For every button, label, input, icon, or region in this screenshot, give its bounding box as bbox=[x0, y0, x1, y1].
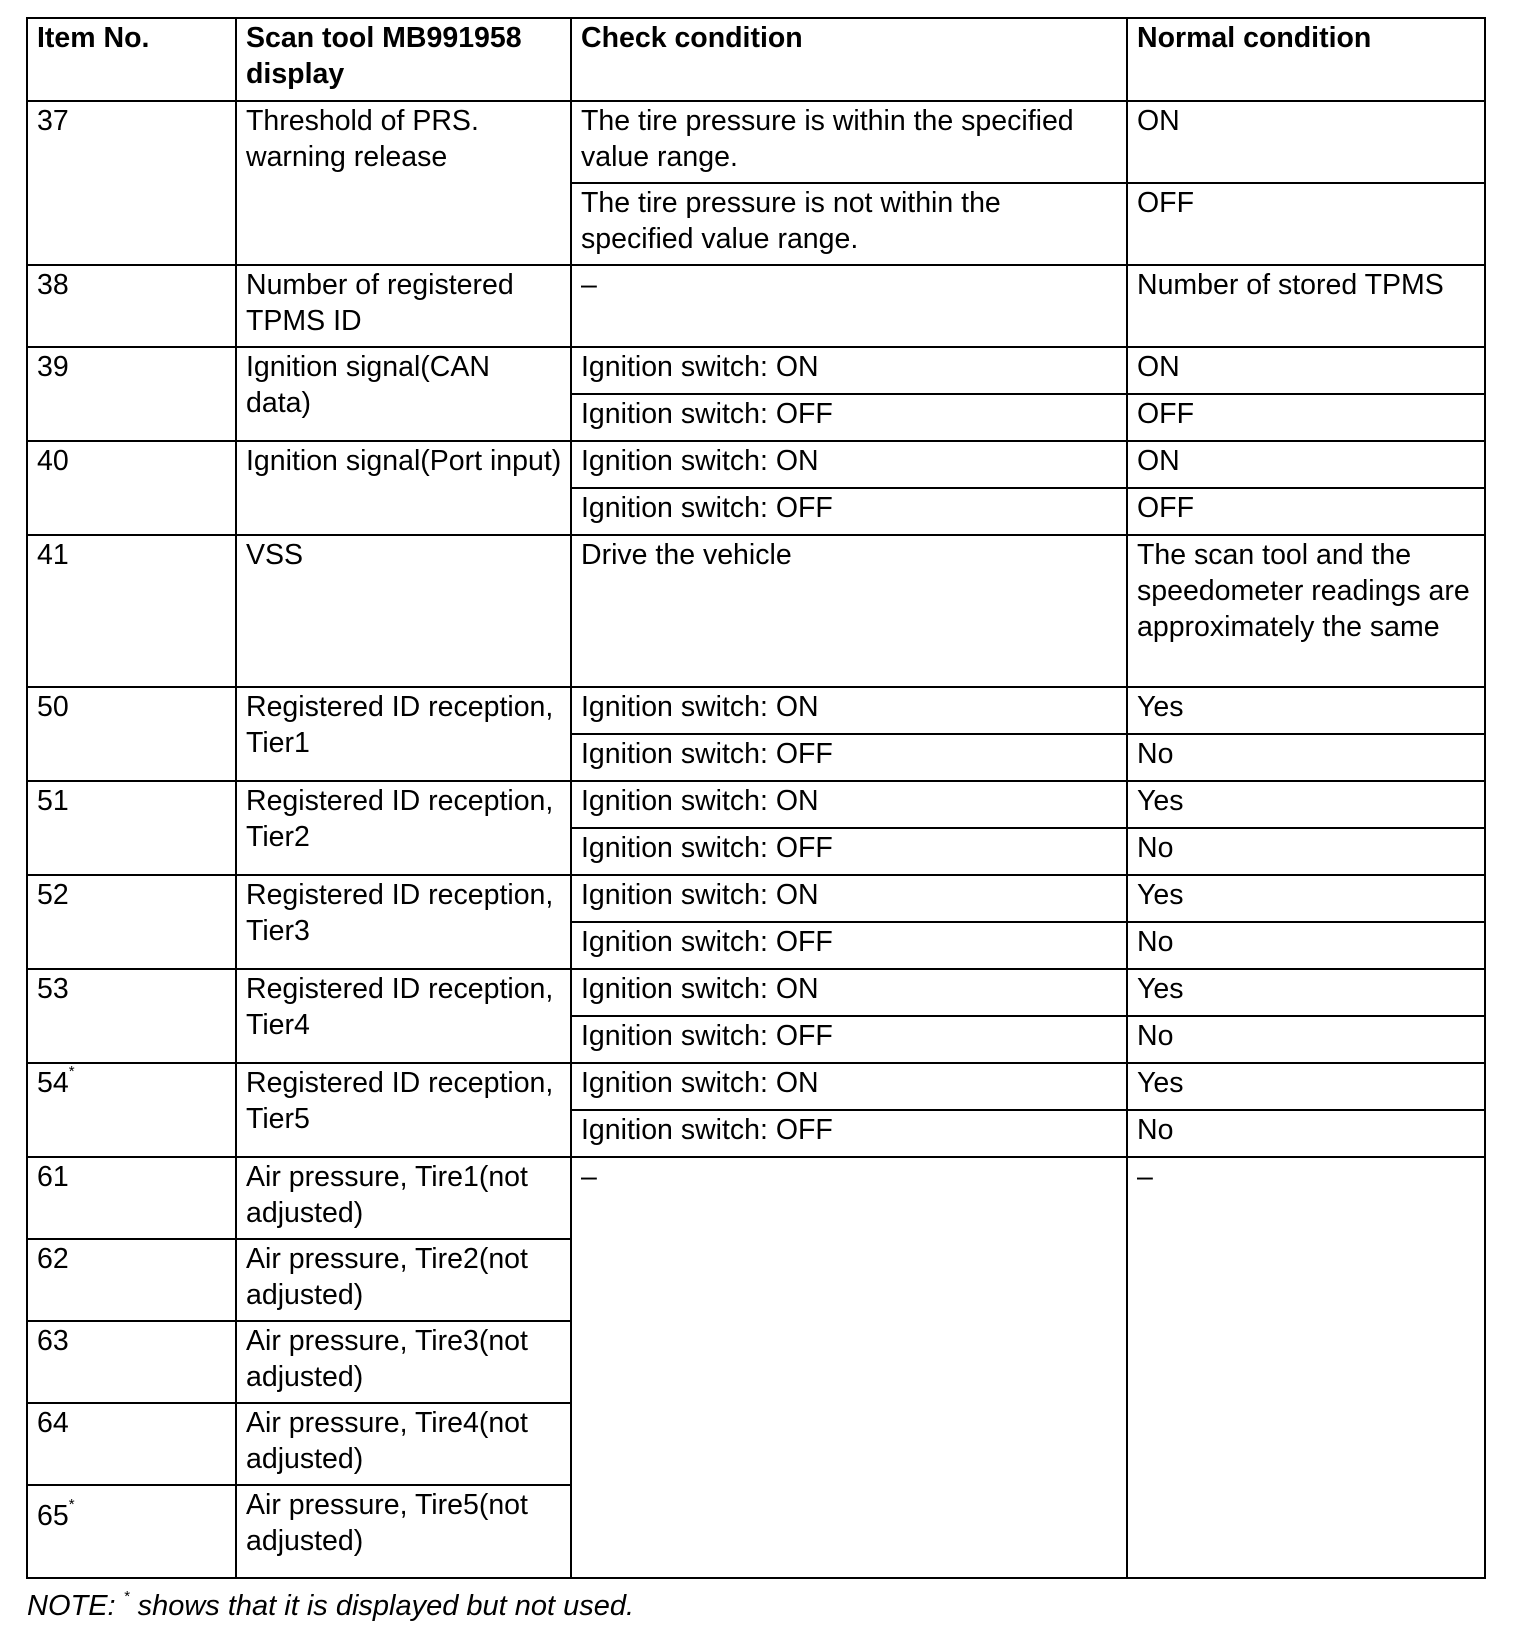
table-row bbox=[27, 687, 1485, 734]
check-condition: – bbox=[571, 265, 1127, 347]
display-name: Air pressure, Tire1(not adjusted) bbox=[236, 1157, 571, 1239]
note-mark: * bbox=[123, 1588, 130, 1605]
footnote-mark: * bbox=[68, 1063, 75, 1080]
item-number: 62 bbox=[27, 1239, 236, 1321]
check-condition: The tire pressure is within the specified value range. bbox=[571, 101, 1127, 183]
normal-condition: Yes bbox=[1127, 1063, 1485, 1110]
check-condition: Ignition switch: OFF bbox=[571, 394, 1127, 441]
normal-condition: – bbox=[1127, 1157, 1485, 1578]
check-condition: Ignition switch: OFF bbox=[571, 734, 1127, 781]
normal-condition: The scan tool and the speedometer readings are approximately the same bbox=[1127, 535, 1485, 687]
check-condition: Ignition switch: OFF bbox=[571, 1110, 1127, 1157]
normal-condition: OFF bbox=[1127, 488, 1485, 535]
item-number: 64 bbox=[27, 1403, 236, 1485]
check-condition: Ignition switch: ON bbox=[571, 441, 1127, 488]
item-number: 38 bbox=[27, 265, 236, 347]
item-number: 39 bbox=[27, 347, 236, 441]
check-condition: Ignition switch: ON bbox=[571, 875, 1127, 922]
normal-condition: Yes bbox=[1127, 969, 1485, 1016]
check-condition: Drive the vehicle bbox=[571, 535, 1127, 687]
check-condition: Ignition switch: ON bbox=[571, 969, 1127, 1016]
footnote-mark: * bbox=[68, 1496, 75, 1513]
display-name: Registered ID reception, Tier1 bbox=[236, 687, 571, 781]
header-check-condition: Check condition bbox=[571, 18, 1127, 101]
item-number: 51 bbox=[27, 781, 236, 875]
header-scan-tool-display: Scan tool MB991958 display bbox=[236, 18, 571, 101]
check-condition: Ignition switch: ON bbox=[571, 347, 1127, 394]
display-name: Registered ID reception, Tier2 bbox=[236, 781, 571, 875]
normal-condition: ON bbox=[1127, 347, 1485, 394]
table-row bbox=[27, 1157, 1485, 1239]
normal-condition: No bbox=[1127, 922, 1485, 969]
table-row bbox=[27, 875, 1485, 922]
normal-condition: ON bbox=[1127, 101, 1485, 183]
normal-condition: No bbox=[1127, 1110, 1485, 1157]
check-condition: Ignition switch: OFF bbox=[571, 828, 1127, 875]
item-number: 52 bbox=[27, 875, 236, 969]
header-item-no: Item No. bbox=[27, 18, 236, 101]
display-name: Air pressure, Tire5(not adjusted) bbox=[236, 1485, 571, 1578]
table-row bbox=[27, 969, 1485, 1016]
note-text: shows that it is displayed but not used. bbox=[129, 1590, 635, 1622]
note-prefix: NOTE: bbox=[27, 1590, 124, 1622]
normal-condition: Yes bbox=[1127, 875, 1485, 922]
display-name: Number of registered TPMS ID bbox=[236, 265, 571, 347]
check-condition: Ignition switch: OFF bbox=[571, 488, 1127, 535]
item-number: 41 bbox=[27, 535, 236, 687]
normal-condition: OFF bbox=[1127, 183, 1485, 265]
header-normal-condition: Normal condition bbox=[1127, 18, 1485, 101]
check-condition: Ignition switch: OFF bbox=[571, 922, 1127, 969]
display-name: Air pressure, Tire2(not adjusted) bbox=[236, 1239, 571, 1321]
item-number bbox=[27, 1063, 236, 1157]
normal-condition: No bbox=[1127, 734, 1485, 781]
display-name: Air pressure, Tire3(not adjusted) bbox=[236, 1321, 571, 1403]
check-condition: Ignition switch: OFF bbox=[571, 1016, 1127, 1063]
normal-condition: ON bbox=[1127, 441, 1485, 488]
table-row bbox=[27, 535, 1485, 687]
normal-condition: Yes bbox=[1127, 687, 1485, 734]
check-condition: The tire pressure is not within the specified value range. bbox=[571, 183, 1127, 265]
display-name: Ignition signal(Port input) bbox=[236, 441, 571, 535]
display-name: Registered ID reception, Tier5 bbox=[236, 1063, 571, 1157]
item-number: 40 bbox=[27, 441, 236, 535]
display-name: VSS bbox=[236, 535, 571, 687]
check-condition: Ignition switch: ON bbox=[571, 781, 1127, 828]
normal-condition: No bbox=[1127, 1016, 1485, 1063]
table-row bbox=[27, 781, 1485, 828]
normal-condition: Number of stored TPMS bbox=[1127, 265, 1485, 347]
table-row bbox=[27, 101, 1485, 183]
check-condition: Ignition switch: ON bbox=[571, 1063, 1127, 1110]
display-name: Air pressure, Tire4(not adjusted) bbox=[236, 1403, 571, 1485]
display-name: Ignition signal(CAN data) bbox=[236, 347, 571, 441]
item-number: 50 bbox=[27, 687, 236, 781]
table-row bbox=[27, 441, 1485, 488]
table-row bbox=[27, 1063, 1485, 1110]
item-number-text: 54 bbox=[37, 1067, 69, 1099]
table-row bbox=[27, 265, 1485, 347]
check-condition: – bbox=[571, 1157, 1127, 1578]
item-number-text: 65 bbox=[37, 1500, 69, 1532]
item-number: 37 bbox=[27, 101, 236, 265]
table-header-row bbox=[27, 18, 1485, 101]
normal-condition: No bbox=[1127, 828, 1485, 875]
display-name: Threshold of PRS. warning release bbox=[236, 101, 571, 265]
display-name: Registered ID reception, Tier3 bbox=[236, 875, 571, 969]
item-number: 63 bbox=[27, 1321, 236, 1403]
check-condition: Ignition switch: ON bbox=[571, 687, 1127, 734]
item-data-table bbox=[26, 17, 1486, 1579]
normal-condition: Yes bbox=[1127, 781, 1485, 828]
normal-condition: OFF bbox=[1127, 394, 1485, 441]
footnote bbox=[27, 1588, 634, 1624]
item-number bbox=[27, 1485, 236, 1578]
table-row bbox=[27, 347, 1485, 394]
item-number: 61 bbox=[27, 1157, 236, 1239]
item-number: 53 bbox=[27, 969, 236, 1063]
display-name: Registered ID reception, Tier4 bbox=[236, 969, 571, 1063]
